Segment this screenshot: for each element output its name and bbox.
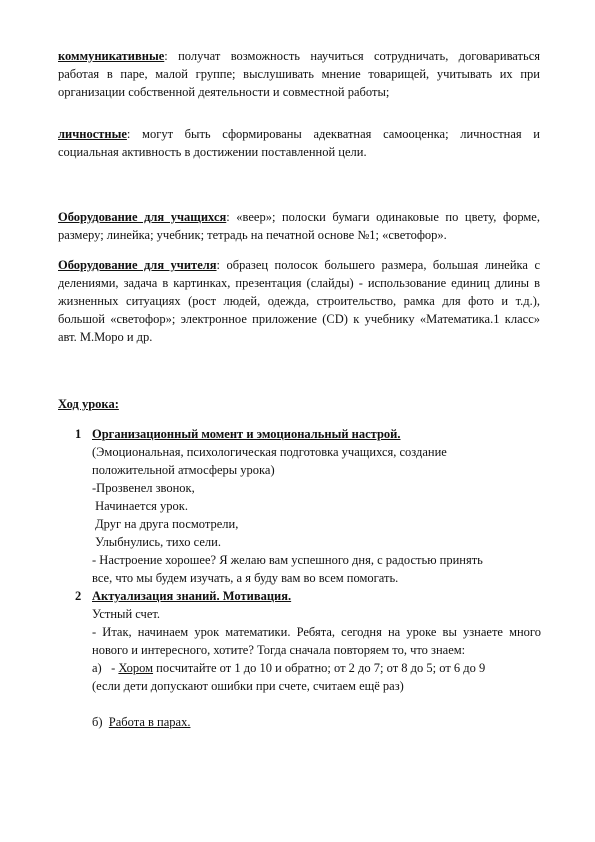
task-b	[92, 713, 541, 731]
step-1-title: Организационный момент и эмоциональный настрой.	[92, 427, 401, 441]
teacher-equipment-text: : образец полосок большего размера, большая линейка с делениями, задача в картинках, презентация (слайды) - использование единиц длины в жизненных ситуациях (рост людей, одежда, строительство, рамка для фото и т.д.), большой «светофор»; электронное приложение (CD) к учебнику «Математика.1 класс» авт. М.Моро и др.	[58, 258, 540, 344]
task-a-label: Хором	[118, 661, 154, 675]
objective-personal	[58, 125, 540, 161]
step-2-intro: - Итак, начинаем урок математики. Ребята, сегодня на уроке вы узнаете много нового и интересного, хотите? Тогда сначала повторяем то, что знаем:	[92, 625, 541, 657]
step-2-title: Актуализация знаний. Мотивация.	[92, 589, 292, 603]
equipment-students	[58, 208, 540, 244]
step-1-note-line: положительной атмосферы урока)	[92, 463, 275, 477]
task-a-note: (если дети допускают ошибки при счете, считаем ещё раз)	[92, 679, 404, 693]
poem-line: -Прозвенел звонок,	[92, 481, 195, 495]
greeting-line: - Настроение хорошее? Я желаю вам успешного дня, с радостью принять	[92, 553, 483, 567]
poem-line: Улыбнулись, тихо сели.	[92, 535, 221, 549]
lesson-heading: Ход урока:	[58, 397, 119, 411]
teacher-equipment-label: Оборудование для учителя	[58, 258, 217, 272]
personal-text: : могут быть сформированы адекватная самооценка; личностная и социальная активность в достижении поставленной цели.	[58, 127, 540, 159]
task-a-marker: а) -	[92, 661, 119, 675]
step-number: 2	[75, 589, 82, 603]
objective-communicative	[58, 47, 540, 101]
task-b-label: Работа в парах.	[108, 715, 191, 729]
task-a-text: посчитайте от 1 до 10 и обратно; от 2 до 7; от 8 до 5; от 6 до 9	[153, 661, 486, 675]
step-2-body	[92, 587, 541, 731]
step-2-subtitle: Устный счет.	[92, 607, 161, 621]
step-1-body	[92, 425, 541, 587]
personal-label: личностные	[58, 127, 127, 141]
communicative-label: коммуникативные	[58, 49, 165, 63]
students-equipment-text: : «веер»; полоски бумаги одинаковые по цвету, форме, размеру; линейка; учебник; тетрадь на печатной основе №1; «светофор».	[58, 210, 540, 242]
poem-line: Начинается урок.	[92, 499, 188, 513]
equipment-teacher	[58, 256, 540, 346]
task-a	[92, 659, 541, 677]
step-1-note-line: (Эмоциональная, психологическая подготовка учащихся, создание	[92, 445, 447, 459]
poem-line: Друг на друга посмотрели,	[92, 517, 239, 531]
students-equipment-label: Оборудование для учащихся	[58, 210, 227, 224]
greeting-line: все, что мы будем изучать, а я буду вам во всем помогать.	[92, 571, 399, 585]
task-b-marker: б)	[92, 715, 109, 729]
step-number: 1	[75, 427, 82, 441]
communicative-text: : получат возможность научиться сотрудничать, договариваться работая в паре, малой группе; выслушивать мнение товарищей, учитывать их при организации собственной деятельности и совместной работы;	[58, 49, 540, 99]
